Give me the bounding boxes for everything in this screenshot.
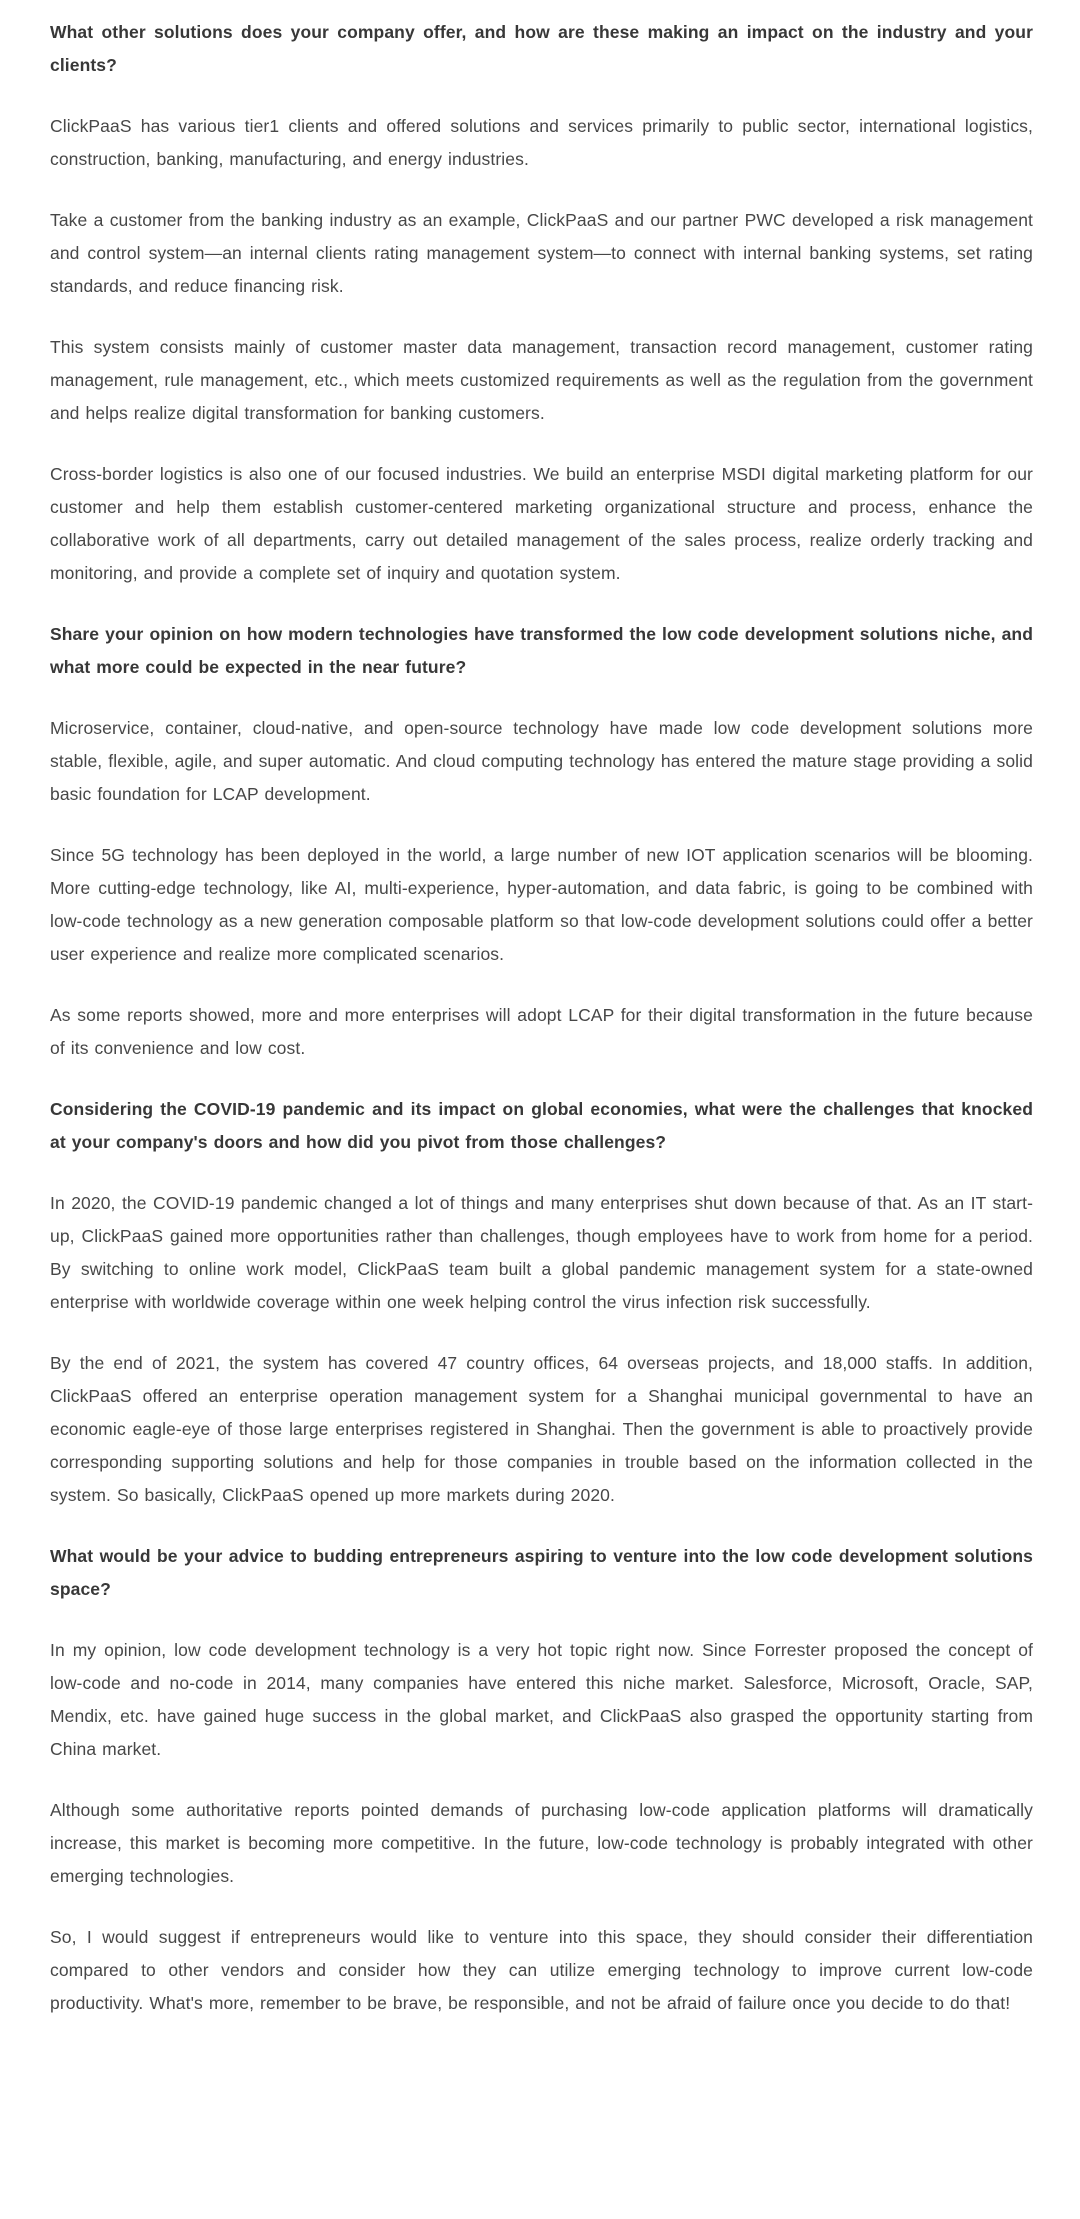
- answer-paragraph: By the end of 2021, the system has covered 47 country offices, 64 overseas projects, and 18,000 staffs. In addition, ClickPaaS offered an enterprise operation management system for a Shanghai municipal governmental to have an economic eagle-eye of those large enterprises registered in Shanghai. Then the government is able to proactively provide corresponding supporting solutions and help for those companies in trouble based on the information collected in the system. So basically, ClickPaaS opened up more markets during 2020.: [50, 1353, 1033, 1505]
- answer-paragraph: ClickPaaS has various tier1 clients and offered solutions and services primarily to public sector, international logistics, construction, banking, manufacturing, and energy industries.: [50, 116, 1033, 169]
- answer-paragraph: Since 5G technology has been deployed in the world, a large number of new IOT application scenarios will be blooming. More cutting-edge technology, like AI, multi-experience, hyper-automation, and data fabric, is going to be combined with low-code technology as a new generation composable platform so that low-code development solutions could offer a better user experience and realize more complicated scenarios.: [50, 845, 1033, 964]
- answer-paragraph: Microservice, container, cloud-native, and open-source technology have made low code development solutions more stable, flexible, agile, and super automatic. And cloud computing technology has entered the mature stage providing a solid basic foundation for LCAP development.: [50, 718, 1033, 804]
- answer-paragraph: Although some authoritative reports pointed demands of purchasing low-code application platforms will dramatically increase, this market is becoming more competitive. In the future, low-code technology is probably integrated with other emerging technologies.: [50, 1800, 1033, 1886]
- answer-paragraph: In my opinion, low code development technology is a very hot topic right now. Since Forrester proposed the concept of low-code and no-code in 2014, many companies have entered this niche market. Salesforce, Microsoft, Oracle, SAP, Mendix, etc. have gained huge success in the global market, and ClickPaaS also grasped the opportunity starting from China market.: [50, 1640, 1033, 1759]
- answer-paragraph: In 2020, the COVID-19 pandemic changed a lot of things and many enterprises shut down because of that. As an IT start-up, ClickPaaS gained more opportunities rather than challenges, though employees have to work from home for a period. By switching to online work model, ClickPaaS team built a global pandemic management system for a state-owned enterprise with worldwide coverage within one week helping control the virus infection risk successfully.: [50, 1193, 1033, 1312]
- question-heading: Considering the COVID-19 pandemic and its impact on global economies, what were the challenges that knocked at your company's doors and how did you pivot from those challenges?: [50, 1099, 1033, 1152]
- question-heading: Share your opinion on how modern technologies have transformed the low code development solutions niche, and what more could be expected in the near future?: [50, 624, 1033, 677]
- answer-paragraph: This system consists mainly of customer master data management, transaction record management, customer rating management, rule management, etc., which meets customized requirements as well as the regulation from the government and helps realize digital transformation for banking customers.: [50, 337, 1033, 423]
- question-heading: What other solutions does your company offer, and how are these making an impact on the industry and your clients?: [50, 22, 1033, 75]
- answer-paragraph: As some reports showed, more and more enterprises will adopt LCAP for their digital transformation in the future because of its convenience and low cost.: [50, 1005, 1033, 1058]
- answer-paragraph: Take a customer from the banking industry as an example, ClickPaaS and our partner PWC developed a risk management and control system—an internal clients rating management system—to connect with internal banking systems, set rating standards, and reduce financing risk.: [50, 210, 1033, 296]
- answer-paragraph: So, I would suggest if entrepreneurs would like to venture into this space, they should consider their differentiation compared to other vendors and consider how they can utilize emerging technology to improve current low-code productivity. What's more, remember to be brave, be responsible, and not be afraid of failure once you decide to do that!: [50, 1927, 1033, 2013]
- answer-paragraph: Cross-border logistics is also one of our focused industries. We build an enterprise MSDI digital marketing platform for our customer and help them establish customer-centered marketing organizational structure and process, enhance the collaborative work of all departments, carry out detailed management of the sales process, realize orderly tracking and monitoring, and provide a complete set of inquiry and quotation system.: [50, 464, 1033, 583]
- question-heading: What would be your advice to budding entrepreneurs aspiring to venture into the low code development solutions space?: [50, 1546, 1033, 1599]
